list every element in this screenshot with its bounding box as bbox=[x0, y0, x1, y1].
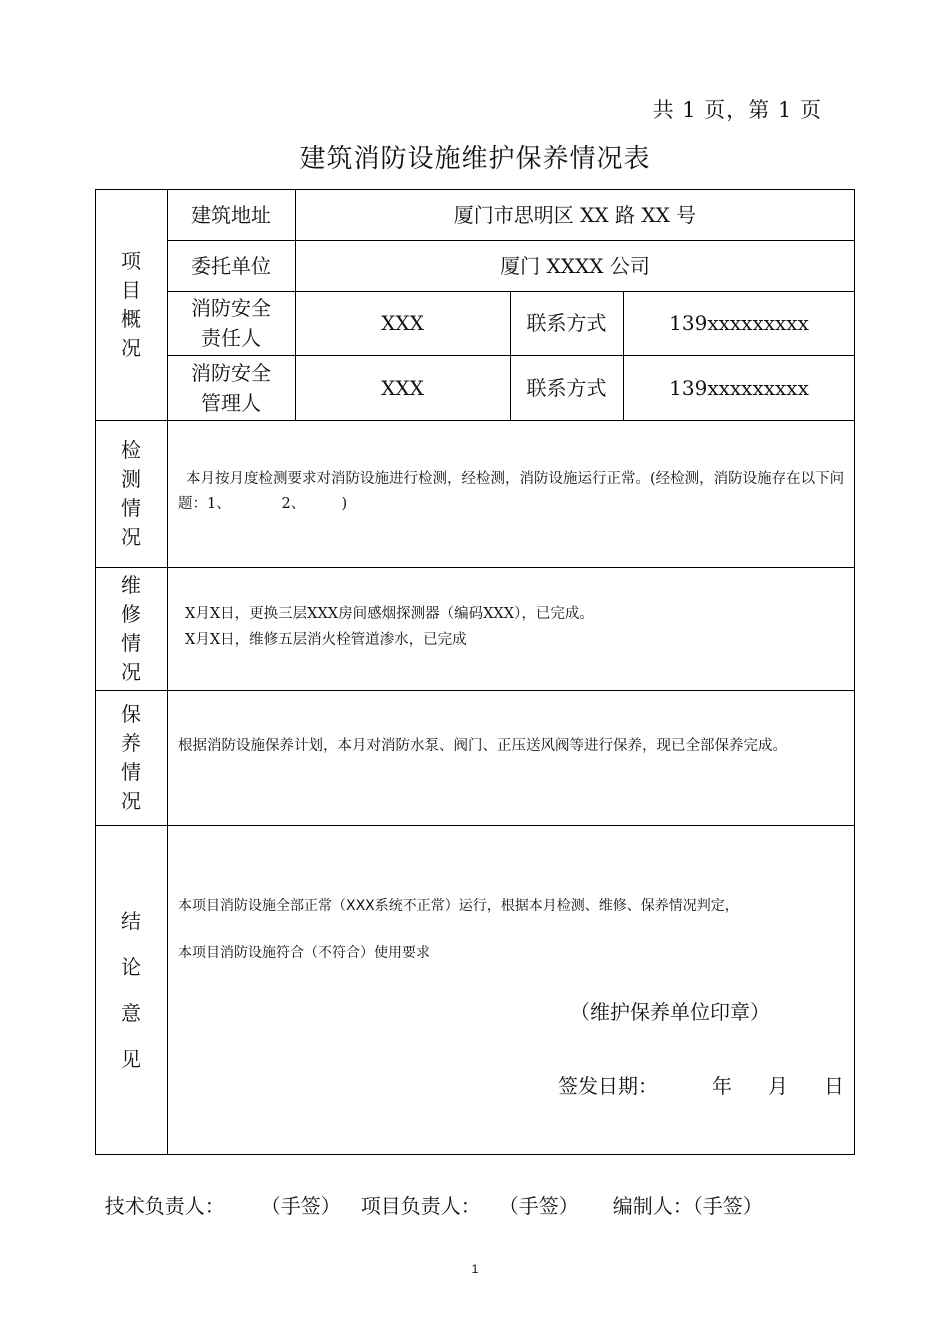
conclusion-line-1: 本项目消防设施全部正常（XXX系统不正常）运行，根据本月检测、维修、保养情况判定， bbox=[178, 898, 739, 914]
seal-placeholder: （维护保养单位印章） bbox=[570, 1000, 770, 1024]
contact-label-1: 联系方式 bbox=[526, 311, 607, 335]
safety-manager-value: XXX bbox=[381, 375, 424, 400]
editor-sign: （手签） bbox=[692, 1194, 763, 1218]
repair-line-2: X月X日，维修五层消火栓管道渗水，已完成 bbox=[185, 632, 467, 648]
tech-lead-sign: （手签） bbox=[260, 1194, 341, 1218]
inspection-text: 本月按月度检测要求对消防设施进行检测，经检测，消防设施运行正常。(经检测，消防设施存在以下问题：1、 2、 ) bbox=[178, 471, 845, 512]
address-value: 厦门市思明区 XX 路 XX 号 bbox=[453, 202, 697, 227]
issue-date-year: 年 bbox=[712, 1074, 732, 1098]
signature-row bbox=[92, 1166, 763, 1219]
tech-lead-label: 技术负责人： bbox=[104, 1194, 225, 1218]
inspection-label: 检 测 情 况 bbox=[121, 437, 141, 549]
maintenance-text: 根据消防设施保养计划，本月对消防水泵、阀门、正压送风阀等进行保养，现已全部保养完成。 bbox=[178, 738, 787, 754]
editor-label: 编制人： bbox=[612, 1194, 693, 1218]
page-number: 1 bbox=[471, 1262, 479, 1276]
issue-date-month: 月 bbox=[768, 1074, 788, 1098]
maintenance-form-table bbox=[95, 189, 855, 1155]
issue-date-day: 日 bbox=[824, 1074, 844, 1098]
repair-label: 维 修 情 况 bbox=[121, 572, 141, 684]
contact-label-2: 联系方式 bbox=[526, 375, 607, 400]
safety-manager-label: 消防安全 管理人 bbox=[191, 360, 271, 415]
maintenance-label: 保 养 情 况 bbox=[121, 701, 141, 813]
safety-responsible-label: 消防安全 责任人 bbox=[191, 296, 271, 350]
repair-line-1: X月X日，更换三层XXX房间感烟探测器（编码XXX），已完成。 bbox=[185, 606, 594, 622]
client-value: 厦门 XXXX 公司 bbox=[500, 253, 650, 278]
issue-date-label: 签发日期： bbox=[558, 1074, 658, 1098]
conclusion-label: 结 论 意 见 bbox=[121, 908, 141, 1071]
project-overview-label: 项 目 概 况 bbox=[121, 248, 141, 360]
contact-value-1: 139xxxxxxxxx bbox=[669, 311, 809, 335]
contact-value-2: 139xxxxxxxxx bbox=[669, 375, 809, 400]
page-count: 共 1 页，第 1 页 bbox=[652, 98, 822, 122]
document-title: 建筑消防设施维护保养情况表 bbox=[299, 144, 651, 174]
address-label: 建筑地址 bbox=[191, 202, 271, 227]
conclusion-line-2: 本项目消防设施符合（不符合）使用要求 bbox=[178, 945, 430, 961]
project-lead-sign: （手签） bbox=[498, 1194, 579, 1218]
safety-responsible-value: XXX bbox=[381, 311, 424, 335]
project-lead-label: 项目负责人： bbox=[360, 1194, 481, 1218]
client-label: 委托单位 bbox=[191, 253, 271, 278]
